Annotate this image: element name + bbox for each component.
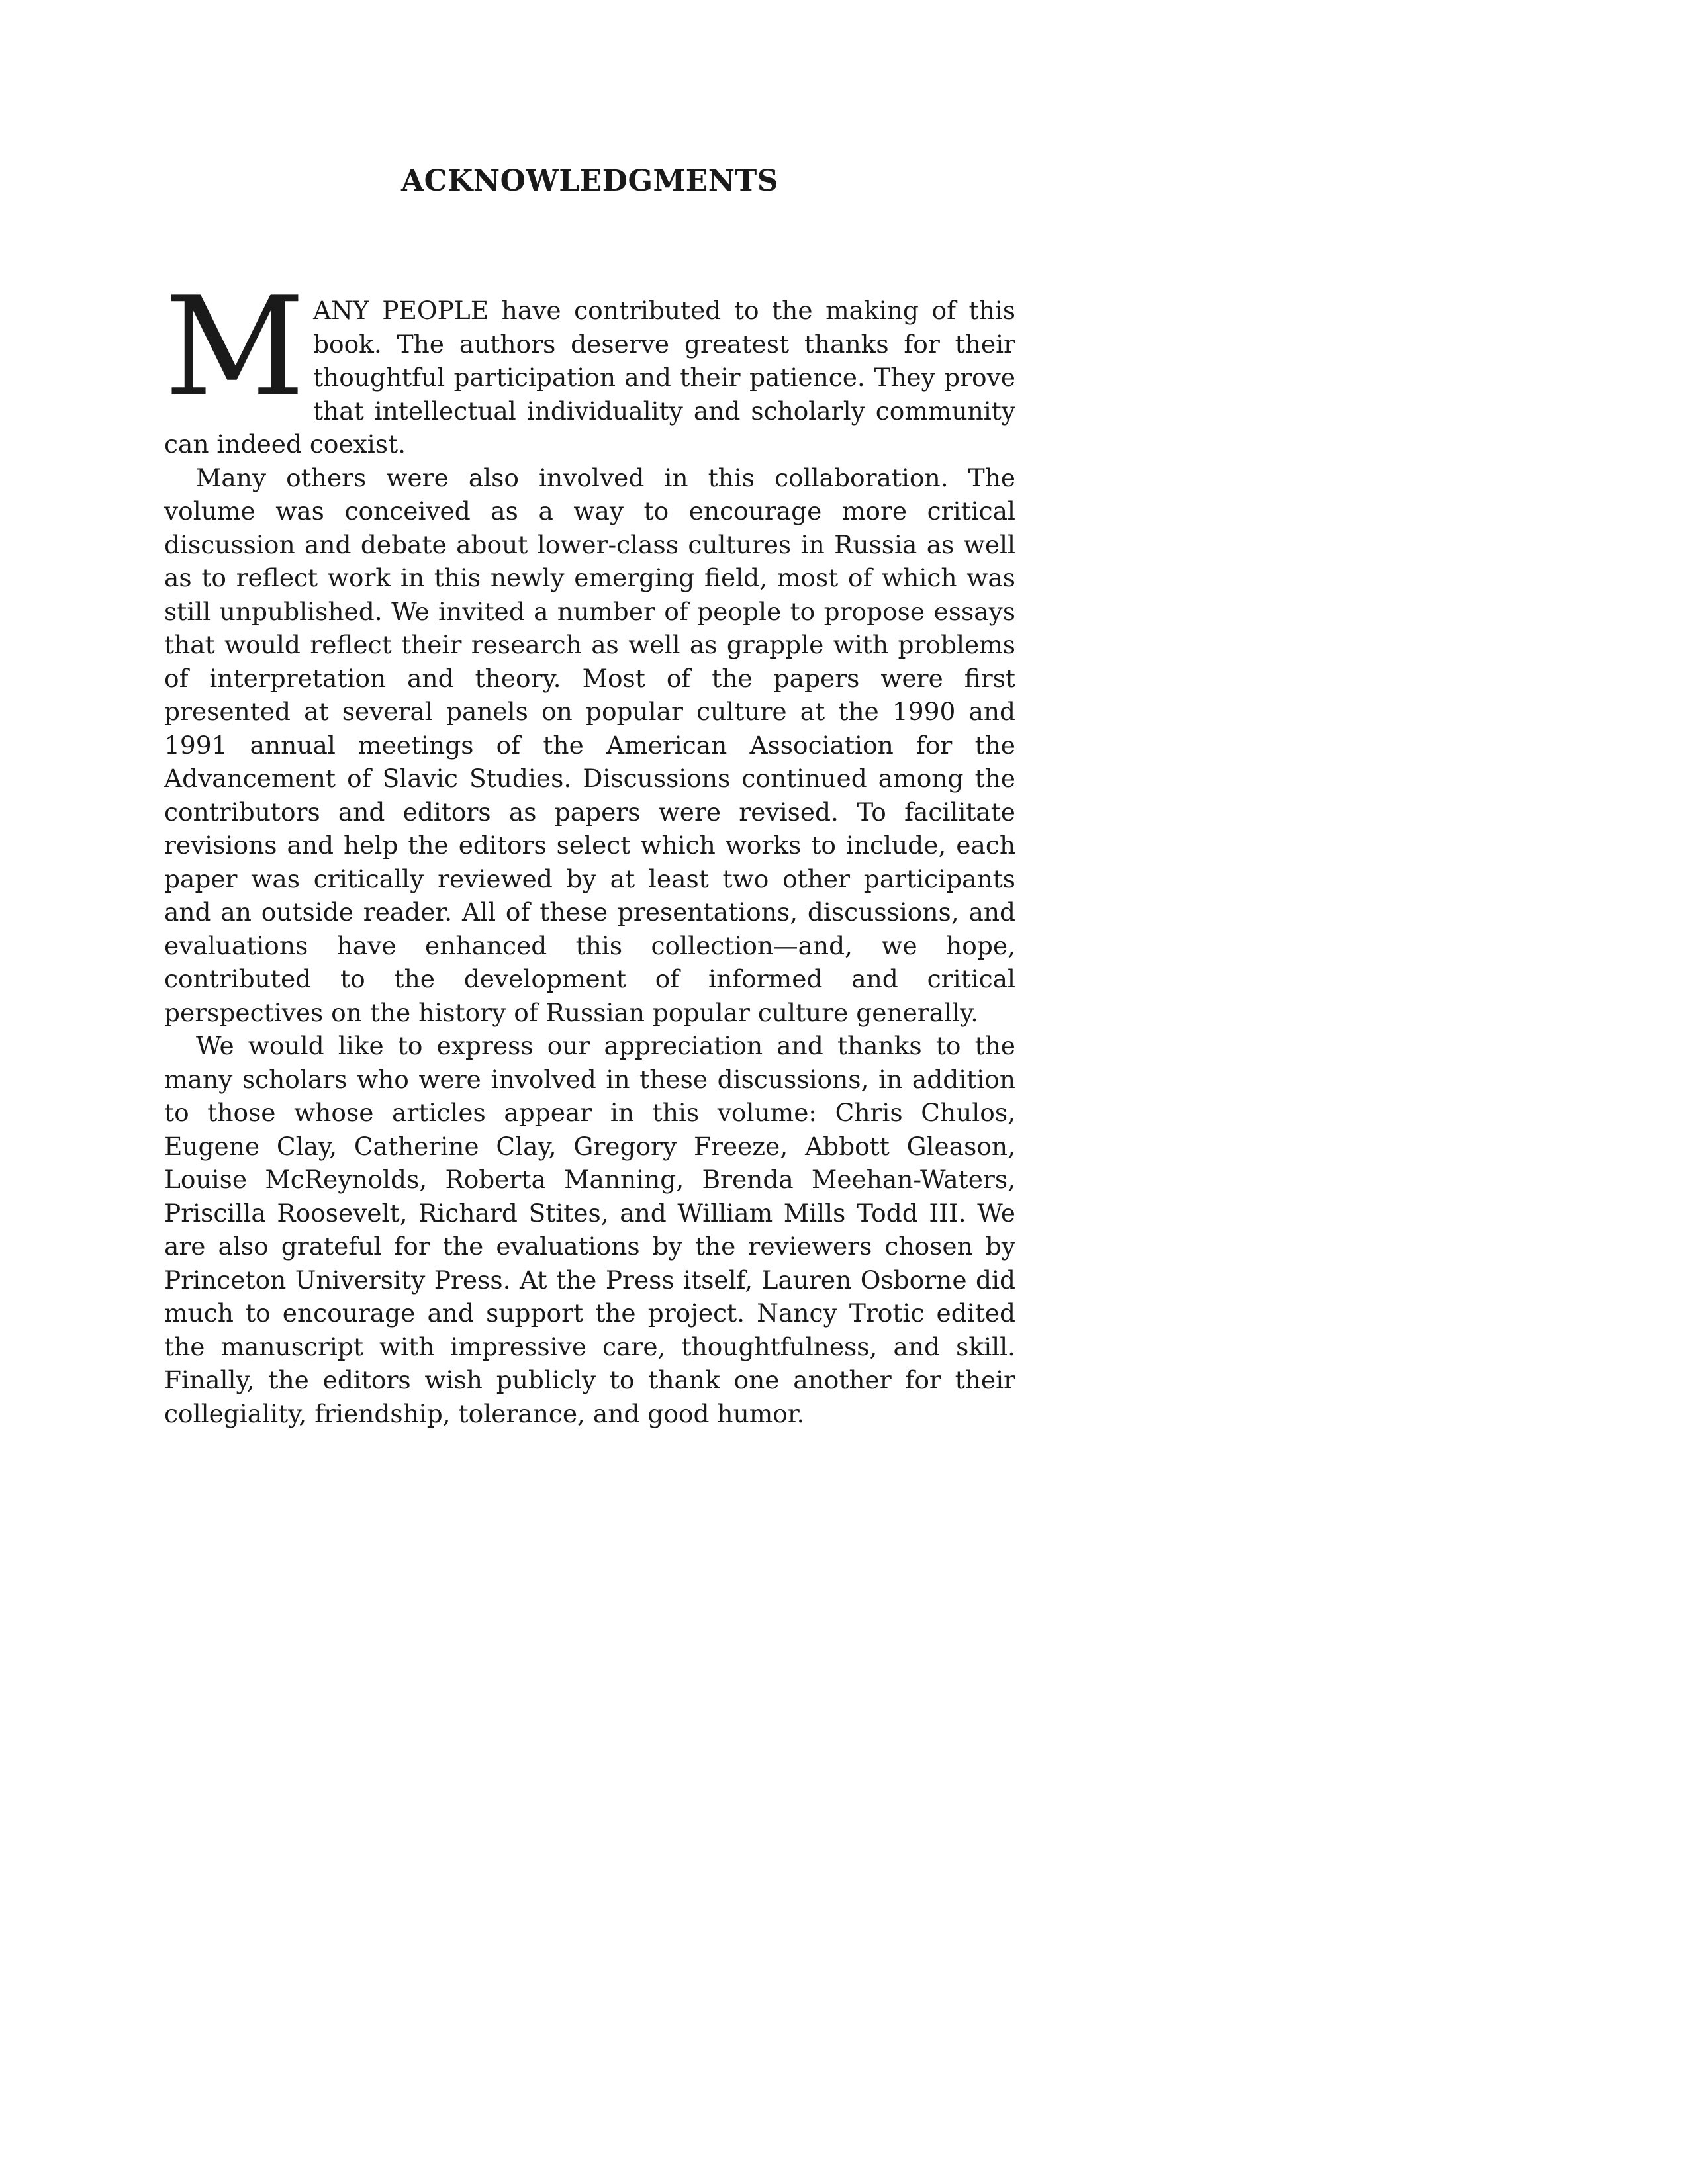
paragraph-2: Many others were also involved in this collaboration. The volume was conceived as a way to encourage more critical discussion and debate about lower-class cultures in Russia as well as to reflect work in this newly emerging field, most of which was still unpublished. We invited a number of people to propose essays that would reflect their research as well as grapple with problems of interpretation and theory. Most of the papers were first presented at several panels on popular culture at the 1990 and 1991 annual meetings of the American Association for the Advancement of Slavic Studies. Discussions continued among the contributors and editors as papers were revised. To facilitate revisions and help the editors select which works to include, each paper was critically reviewed by at least two other participants and an outside reader. All of these presentations, discussions, and evaluations have enhanced this collection—and, we hope, contributed to the development of informed and critical perspectives on the history of Russian popular culture generally.	[164, 463, 1015, 1027]
body-text	[164, 267, 1015, 1430]
page-title: ACKNOWLEDGMENTS	[400, 164, 779, 198]
paragraph-1-text: have contributed to the making of this book. The authors deserve greatest thanks for their thoughtful participation and their patience. They prove that intellectual individuality and scholarly community can indeed coexist.	[164, 296, 1015, 459]
paragraph-1	[164, 267, 1015, 461]
drop-cap: M	[164, 267, 305, 428]
lead-in: ANY PEOPLE	[312, 296, 489, 325]
paragraph-3: We would like to express our appreciation and thanks to the many scholars who were involved in these discussions, in addition to those whose articles appear in this volume: Chris Chulos, Eugene Clay, Catherine Clay, Gregory Freeze, Abbott Gleason, Louise McReynolds, Roberta Manning, Brenda Meehan-Waters, Priscilla Roosevelt, Richard Stites, and William Mills Todd III. We are also grateful for the evaluations by the reviewers chosen by Princeton University Press. At the Press itself, Lauren Osborne did much to encourage and support the project. Nancy Trotic edited the manuscript with impressive care, thoughtfulness, and skill. Finally, the editors wish publicly to thank one another for their collegiality, friendship, tolerance, and good humor.	[164, 1031, 1015, 1428]
